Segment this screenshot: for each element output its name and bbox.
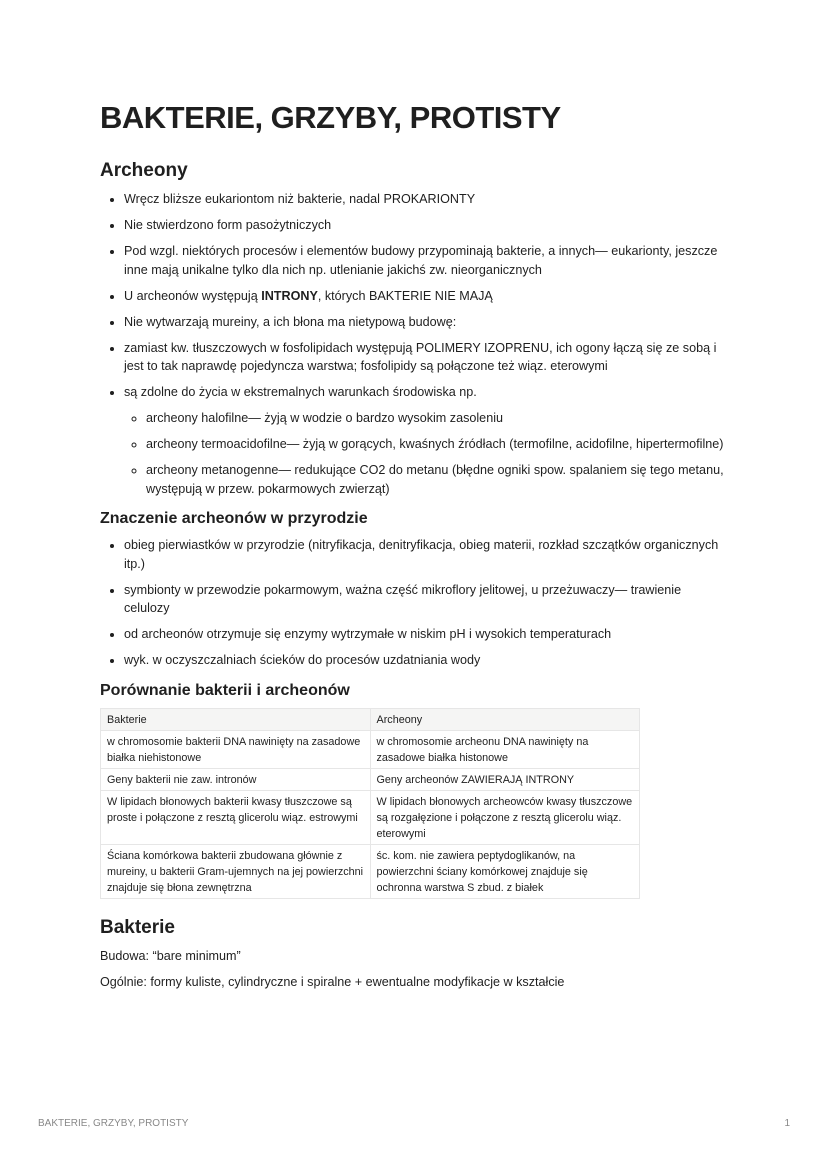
- list-item: [124, 383, 725, 498]
- list-item: ◦ archeony termoacidofilne— żyją w gorących, kwaśnych źródłach (termofilne, acidofilne, hipertermofilne): [146, 435, 725, 454]
- list-item: • Nie stwierdzono form pasożytniczych: [124, 216, 725, 235]
- section-heading-znaczenie: Znaczenie archeonów w przyrodzie: [100, 510, 368, 527]
- list-item: ◦ archeony metanogenne— redukujące CO2 do metanu (błędne ogniki spow. spalaniem się tego metanu, występują w przew. pokarmowych zwierząt): [146, 461, 725, 498]
- text: są zdolne do życia w ekstremalnych warunkach środowiska np.: [124, 385, 477, 399]
- footer-title: BAKTERIE, GRZYBY, PROTISTY: [38, 1118, 189, 1129]
- list-item: • Nie wytwarzają mureiny, a ich błona ma nietypową budowę:: [124, 313, 725, 332]
- section-heading-porownanie: Porównanie bakterii i archeonów: [100, 681, 350, 699]
- text: , których BAKTERIE NIE MAJĄ: [317, 288, 493, 303]
- table-cell: w chromosomie bakterii DNA nawinięty na zasadowe białka niehistonowe: [101, 730, 371, 768]
- table-cell: w chromosomie archeonu DNA nawinięty na zasadowe białka histonowe: [370, 730, 640, 768]
- column-header: Bakterie: [101, 708, 371, 730]
- table-cell: W lipidach błonowych archeowców kwasy tłuszczowe są rozgałęzione i połączone z resztą glicerolu wiąz. eterowymi: [370, 790, 640, 844]
- table-header-row: [101, 708, 640, 730]
- list-item: • symbionty w przewodzie pokarmowym, ważna część mikroflory jelitowej, u przeżuwaczy— trawienie celulozy: [124, 581, 725, 618]
- page-number: 1: [784, 1118, 790, 1129]
- section-heading-bakterie: Bakterie: [100, 916, 175, 938]
- archeony-list: [100, 190, 725, 498]
- list-item: • Pod wzgl. niektórych procesów i elementów budowy przypominają bakterie, a innych— eukarionty, jeszcze inne mają unikalne tylko dla nich np. utlenianie jakichś zw. nieorganicznych: [124, 242, 725, 279]
- table-cell: Geny bakterii nie zaw. intronów: [101, 768, 371, 790]
- list-item: • obieg pierwiastków w przyrodzie (nitryfikacja, denitryfikacja, obieg materii, rozkład szczątków organicznych itp.): [124, 536, 725, 573]
- paragraph: Ogólnie: formy kuliste, cylindryczne i spiralne + ewentualne modyfikacje w kształcie: [100, 975, 565, 989]
- page-footer: [38, 1118, 790, 1129]
- column-header: Archeony: [370, 708, 640, 730]
- table-row: [101, 790, 640, 844]
- table-row: [101, 768, 640, 790]
- table-cell: W lipidach błonowych bakterii kwasy tłuszczowe są proste i połączone z resztą glicerolu wiąz. estrowymi: [101, 790, 371, 844]
- list-item: [124, 287, 725, 306]
- table-cell: Ściana komórkowa bakterii zbudowana głównie z mureiny, u bakterii Gram-ujemnych na jej powierzchni znajduje się błona zewnętrzna: [101, 844, 371, 898]
- text: U archeonów występują: [124, 288, 262, 303]
- table-cell: śc. kom. nie zawiera peptydoglikanów, na powierzchni ściany komórkowej znajduje się ochronna warstwa S zbud. z białek: [370, 844, 640, 898]
- list-item: • wyk. w oczyszczalniach ścieków do procesów uzdatniania wody: [124, 651, 725, 670]
- list-item: • Wręcz bliższe eukariontom niż bakterie, nadal PROKARIONTY: [124, 190, 725, 209]
- list-item: • zamiast kw. tłuszczowych w fosfolipidach występują POLIMERY IZOPRENU, ich ogony łączą się ze sobą i jest to tak naprawdę pojedyncza warstwa; fosfolipidy są połączone też wiąz. eterowymi: [124, 339, 725, 376]
- bold-text: INTRONY: [261, 288, 318, 303]
- table-row: [101, 844, 640, 898]
- table-cell: Geny archeonów ZAWIERAJĄ INTRONY: [370, 768, 640, 790]
- list-item: ◦ archeony halofilne— żyją w wodzie o bardzo wysokim zasoleniu: [146, 409, 725, 428]
- table-row: [101, 730, 640, 768]
- znaczenie-list: [100, 536, 725, 670]
- comparison-table: [100, 708, 640, 899]
- document-page: [100, 98, 725, 1000]
- section-heading-archeony: Archeony: [100, 160, 188, 181]
- paragraph: Budowa: “bare minimum”: [100, 948, 241, 963]
- extremophile-list: [124, 409, 725, 498]
- page-title: BAKTERIE, GRZYBY, PROTISTY: [100, 100, 561, 135]
- list-item: • od archeonów otrzymuje się enzymy wytrzymałe w niskim pH i wysokich temperaturach: [124, 625, 725, 644]
